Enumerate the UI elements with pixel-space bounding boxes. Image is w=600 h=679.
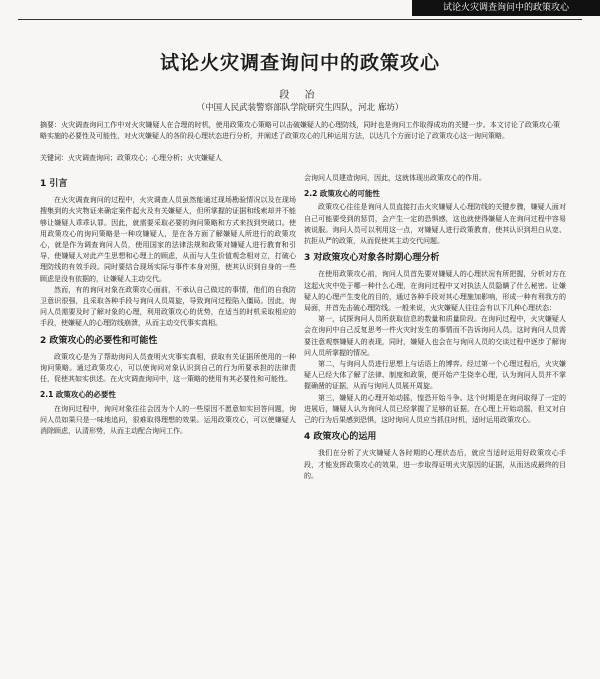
author-name: 段 冶 [279, 90, 321, 101]
section-heading: 1 引言 [40, 179, 68, 189]
paragraph: 第二，与询问人员进行思想上与话语上的博弈。经过第一个心理过程后，火灾嫌疑人已经大体了解了法律、制度和政策，便开始产生侥幸心理，认为询问人员并不掌握确凿的证据，从而与询问人员展开周旋。 [304, 360, 566, 391]
section-heading: 2 政策攻心的必要性和可能性 [40, 335, 158, 346]
paragraph: 第三，嫌疑人的心理开始动摇，惶恐开始斗争。这个时期是在询问取得了一定的进展后，嫌疑人认为询问人员已经掌握了足够的证据，在心理上开始动摇，但又对自己的行为后果感到恐惧，这时询问人员应当抓住时机，适时运用政策攻心。 [304, 393, 566, 425]
paragraph: 在使用政策攻心前，询问人员首先要对嫌疑人的心理状况有所把握，分析对方在这起火灾中处于哪一种什么心理，在询问过程中又对执法人员隐瞒了什么秘密。让嫌疑人的心理产生变化的目的，通过各种手段对其心理施加影响，形成一种有利我方的局面，并首先击破心理防线。一般来说，火灾嫌疑人往往会有以下几种心理状态： [304, 270, 566, 313]
subsection-heading: 2.2 政策攻心的可能性 [304, 189, 380, 199]
paragraph: 政策攻心往往是询问人员直接打击火灾嫌疑人心理防线的关键步骤，嫌疑人面对自己可能要受到的惩罚，会产生一定的恐惧感，这也就使得嫌疑人在询问过程中容易被说服。询问人员可以利用这一点，对嫌疑人进行政策教育，使其认识到坦白从宽、抗拒从严的政策，从而促使其主动交代问题。 [304, 203, 566, 246]
left-column [40, 173, 296, 673]
keywords: 关键词：火灾调查询问；政策攻心；心理分析；火灾嫌疑人 [40, 154, 222, 162]
section-heading: 4 政策攻心的运用 [304, 432, 377, 443]
paragraph: 第一，试探询问人员所获取信息的数量和质量阶段。在询问过程中，火灾嫌疑人会在询问中自己反复思考一件火灾时发生的事情而不告诉询问人员。这时询问人员需要注意观察嫌疑人的表现，同时，嫌疑人也会在与询问人员的交谈过程中逐步了解询问人员所掌握的情况。 [304, 315, 566, 357]
paragraph: 会询问人员建造询问，因此，这就体现出政策攻心的作用。 [304, 174, 486, 182]
abstract: 摘要：火灾调查询问工作中对火灾嫌疑人在合理的时机，使用政策攻心策略可以击破嫌疑人的心理防线，同时也是询问工作取得成功的关键一步。本文讨论了政策攻心策略实施的必要性及可能性，对火灾嫌疑人的各阶段心理状态进行分析，并阐述了政策攻心的几种运用方法，以达几个方面讨论了政策攻心这一询问策略。 [40, 121, 560, 140]
header-divider [18, 19, 582, 20]
running-header: 试论火灾调查询问中的政策攻心 [412, 0, 600, 16]
subsection-heading: 2.1 政策攻心的必要性 [40, 390, 116, 400]
paragraph: 然而，有的询问对象在政策攻心面前，不承认自己做过的事情，他们的自我防卫意识很强，且采取各种手段与询问人员周旋，导致询问过程陷入僵局。因此，询问人员需要及时了解对象的心理，利用政策攻心的优势，在适当的时机采取相应的手段，使嫌疑人的心理防线崩溃，从而主动交代事实真相。 [40, 285, 296, 328]
paper-title: 试论火灾调查询问中的政策攻心 [159, 52, 440, 74]
author-affiliation: （中国人民武装警察部队学院研究生四队，河北 廊坊） [196, 103, 404, 113]
paragraph: 在询问过程中，询问对象往往会因为个人的一些原因不愿意如实回答问题，询问人员如果只是一味地追问，很难取得理想的效果。运用政策攻心，可以使嫌疑人消除顾虑，认清形势，从而主动配合询问工作。 [40, 404, 296, 436]
paragraph: 我们在分析了火灾嫌疑人各时期的心理状态后，就应当适时运用好政策攻心手段，才能发挥政策攻心的效果，进一步取得证明火灾原因的证据，从而达成最终的目的。 [304, 449, 566, 480]
paragraph: 在火灾调查询问的过程中，火灾调查人员虽然能通过现场勘验情况以及在现场搜集到的火灾物证来确定案件起火及有关嫌疑人，但所掌握的证据和线索却并不能够让嫌疑人乖乖认罪。因此，就需要采取必要的询问策略和方式来找到突破口。使用政策攻心的询问策略是一种攻嫌疑人，是在各方面了解嫌疑人所进行的政策攻心，就是作为调查询问人员，使用国家的法律法规和政策对嫌疑人进行教育和引导，使嫌疑人对此产生思想和心理上的顾虑，从而与人生价值观念相对立，打破心理防线的有效手段。同时要结合现场实际与事件本身对照，使其认识到自身的一些顾虑是没有依据的，让嫌疑人主动交代。 [40, 196, 296, 283]
paragraph: 政策攻心是为了帮助询问人员查明火灾事实真相，获取有关证据所使用的一种询问策略。通过政策攻心，可以使询问对象认识到自己的行为所要承担的法律责任，促使其如实供述。在火灾调查询问中，这一策略的使用有其必要性和可能性。 [40, 352, 296, 384]
right-column [304, 173, 566, 673]
section-heading: 3 对政策攻心对象各时期心理分析 [304, 253, 440, 264]
